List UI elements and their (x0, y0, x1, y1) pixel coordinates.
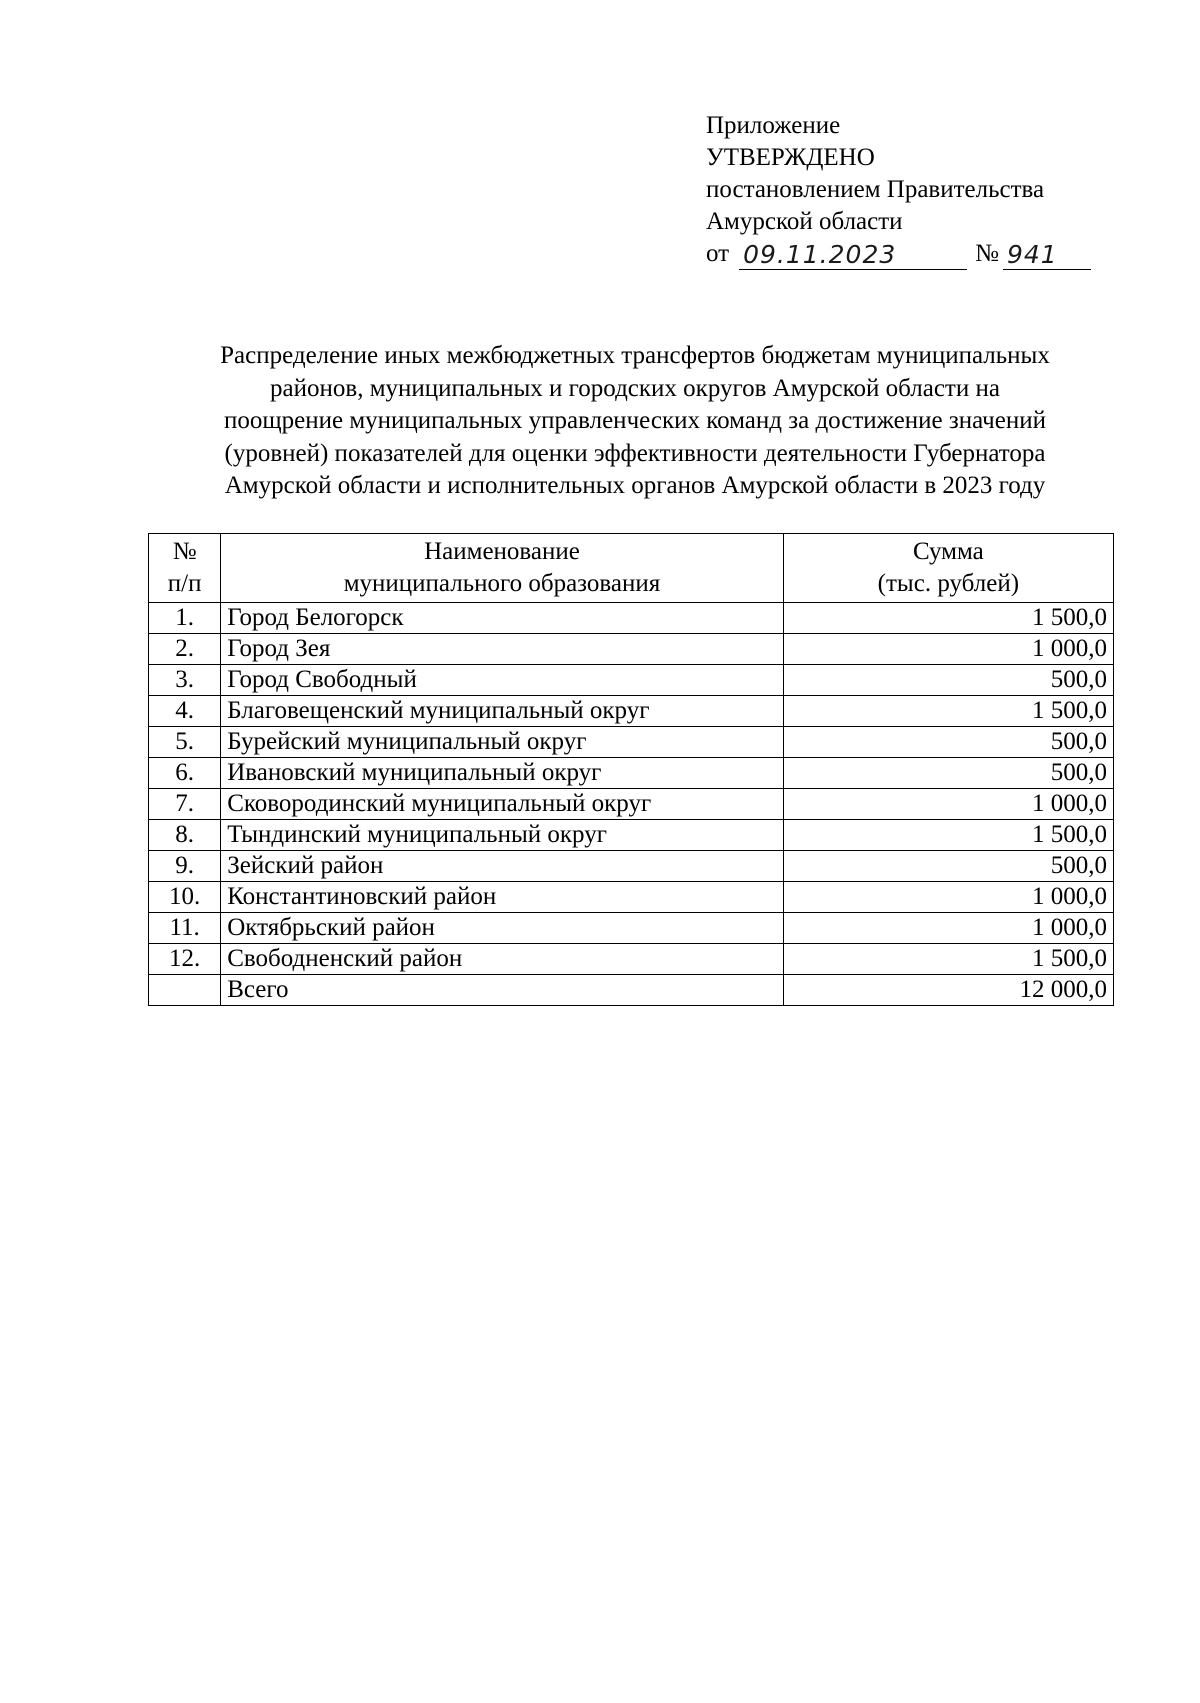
row-number: 7. (149, 789, 221, 820)
header-name (221, 534, 783, 603)
row-name: Город Зея (221, 634, 783, 665)
row-number: 12. (149, 944, 221, 975)
table-row (149, 696, 1114, 727)
date-number-line (706, 238, 1091, 270)
title-line: Распределение иных межбюджетных трансфертов бюджетам муниципальных (220, 342, 1050, 369)
table-row (149, 913, 1114, 944)
row-sum: 1 500,0 (783, 820, 1113, 851)
row-sum: 500,0 (783, 758, 1113, 789)
row-number: 8. (149, 820, 221, 851)
approval-block (706, 110, 1091, 270)
total-number (149, 975, 221, 1006)
row-number: 1. (149, 603, 221, 634)
row-number: 10. (149, 882, 221, 913)
row-sum: 500,0 (783, 727, 1113, 758)
row-number: 4. (149, 696, 221, 727)
row-sum: 1 500,0 (783, 603, 1113, 634)
table-total-row (149, 975, 1114, 1006)
title-line: (уровней) показателей для оценки эффективности деятельности Губернатора (224, 439, 1046, 467)
row-number: 11. (149, 913, 221, 944)
row-sum: 1 500,0 (783, 696, 1113, 727)
row-name: Константиновский район (221, 882, 783, 913)
row-number: 5. (149, 727, 221, 758)
row-sum: 1 000,0 (783, 634, 1113, 665)
table-row (149, 758, 1114, 789)
header-number (149, 534, 221, 603)
distribution-table (148, 533, 1114, 1006)
title-line: районов, муниципальных и городских округов Амурской области на (270, 374, 1000, 402)
region-label: Амурской области (706, 208, 903, 235)
row-sum: 500,0 (783, 851, 1113, 882)
header-sum-line2: (тыс. рублей) (877, 570, 1020, 597)
appendix-label: Приложение (706, 112, 841, 139)
total-label: Всего (221, 975, 783, 1006)
handwritten-date: 09.11.2023 (739, 241, 967, 270)
row-sum: 500,0 (783, 665, 1113, 696)
header-name-line2: муниципального образования (343, 570, 661, 597)
date-prefix: от (706, 240, 730, 267)
row-name: Свободненский район (221, 944, 783, 975)
row-sum: 1 000,0 (783, 789, 1113, 820)
table-row (149, 944, 1114, 975)
row-name: Октябрьский район (221, 913, 783, 944)
row-number: 6. (149, 758, 221, 789)
table-row (149, 634, 1114, 665)
title-line: Амурской области и исполнительных органов Амурской области в 2023 году (224, 472, 1046, 499)
total-sum: 12 000,0 (783, 975, 1113, 1006)
row-sum: 1 500,0 (783, 944, 1113, 975)
table-row (149, 820, 1114, 851)
row-name: Ивановский муниципальный округ (221, 758, 783, 789)
row-number: 2. (149, 634, 221, 665)
table-row (149, 851, 1114, 882)
title-line: поощрение муниципальных управленческих команд за достижение значений (224, 407, 1046, 434)
row-name: Сковородинский муниципальный округ (221, 789, 783, 820)
row-name: Город Свободный (221, 665, 783, 696)
header-number-line2: п/п (167, 570, 202, 597)
handwritten-number: 941 (1003, 241, 1091, 270)
number-sign: № (975, 240, 999, 267)
table-row (149, 665, 1114, 696)
header-number-line1: № (172, 538, 197, 565)
row-sum: 1 000,0 (783, 913, 1113, 944)
document-title (140, 340, 1130, 503)
header-sum-line1: Сумма (912, 538, 984, 565)
header-name-line1: Наименование (424, 538, 580, 565)
row-number: 3. (149, 665, 221, 696)
row-name: Зейский район (221, 851, 783, 882)
approved-label: УТВЕРЖДЕНО (706, 144, 875, 171)
row-sum: 1 000,0 (783, 882, 1113, 913)
resolution-label: постановлением Правительства (706, 176, 1045, 203)
row-number: 9. (149, 851, 221, 882)
table-row (149, 603, 1114, 634)
row-name: Город Белогорск (221, 603, 783, 634)
row-name: Бурейский муниципальный округ (221, 727, 783, 758)
table-row (149, 789, 1114, 820)
table-row (149, 727, 1114, 758)
header-sum (783, 534, 1113, 603)
row-name: Тындинский муниципальный округ (221, 820, 783, 851)
table-header-row (149, 534, 1114, 603)
row-name: Благовещенский муниципальный округ (221, 696, 783, 727)
table-row (149, 882, 1114, 913)
